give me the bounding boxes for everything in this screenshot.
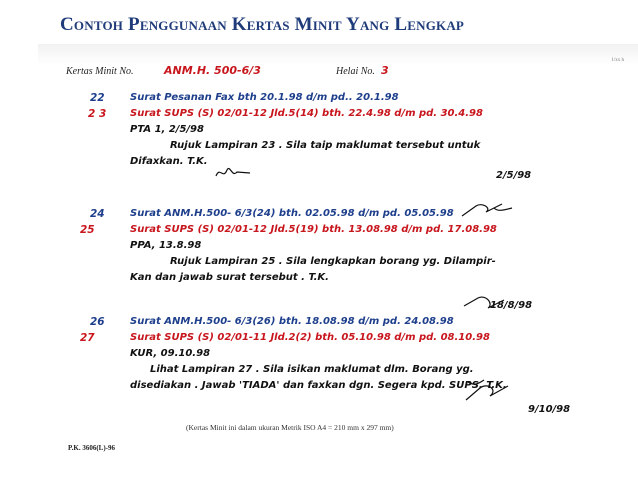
minute-number: 24 <box>90 208 105 220</box>
minute-line: PTA 1, 2/5/98 <box>130 124 204 135</box>
minute-number: 26 <box>90 316 105 328</box>
page-title: Contoh Penggunaan Kertas Minit Yang Lengkap <box>60 14 465 35</box>
minute-line: Surat ANM.H.500- 6/3(24) bth. 02.05.98 d/m pd. 05.05.98 <box>130 208 454 219</box>
minute-date: 18/8/98 <box>490 300 533 311</box>
minute-number: 2 3 <box>88 108 107 120</box>
minute-date: 2/5/98 <box>496 170 532 181</box>
signature-mark <box>458 378 514 406</box>
paper-size-note: (Kertas Minit ini dalam ukuran Metrik ISO A4 = 210 mm x 297 mm) <box>186 423 394 432</box>
file-number-label: Kertas Minit No. <box>66 66 134 77</box>
page-number-label: Helai No. <box>336 66 375 77</box>
minute-line: Surat SUPS (S) 02/01-12 Jld.5(19) bth. 13.08.98 d/m pd. 17.08.98 <box>130 224 497 235</box>
minute-line: Surat ANM.H.500- 6/3(26) bth. 18.08.98 d/m pd. 24.08.98 <box>130 316 454 327</box>
minute-line: disediakan . Jawab 'TIADA' dan faxkan dgn. Segera kpd. SUPS. T.K. <box>130 380 507 391</box>
minute-date: 9/10/98 <box>528 404 571 415</box>
page-number-value: 3 <box>381 64 389 77</box>
signature-mark <box>214 164 254 182</box>
page-reference: 1/xx h <box>611 58 624 63</box>
signature-mark <box>456 198 516 222</box>
minute-line: Surat SUPS (S) 02/01-11 Jld.2(2) bth. 05.10.98 d/m pd. 08.10.98 <box>130 332 490 343</box>
minute-line: Surat Pesanan Fax bth 20.1.98 d/m pd.. 20.1.98 <box>130 92 399 103</box>
minute-line: Lihat Lampiran 27 . Sila isikan maklumat dlm. Borang yg. <box>150 364 474 375</box>
minute-line: Difaxkan. T.K. <box>130 156 208 167</box>
minute-line: Kan dan jawab surat tersebut . T.K. <box>130 272 329 283</box>
minute-line: Rujuk Lampiran 25 . Sila lengkapkan borang yg. Dilampir- <box>170 256 496 267</box>
minute-number: 27 <box>80 332 95 344</box>
title-underline-bar <box>38 44 638 66</box>
minute-line: Surat SUPS (S) 02/01-12 Jld.5(14) bth. 22.4.98 d/m pd. 30.4.98 <box>130 108 483 119</box>
minute-number: 22 <box>90 92 105 104</box>
minute-number: 25 <box>80 224 95 236</box>
form-code: P.K. 3606(L)-96 <box>68 444 115 452</box>
minute-line: Rujuk Lampiran 23 . Sila taip maklumat tersebut untuk <box>170 140 481 151</box>
minute-line: KUR, 09.10.98 <box>130 348 211 359</box>
minute-line: PPA, 13.8.98 <box>130 240 202 251</box>
file-number-value: ANM.H. 500-6/3 <box>164 64 261 77</box>
